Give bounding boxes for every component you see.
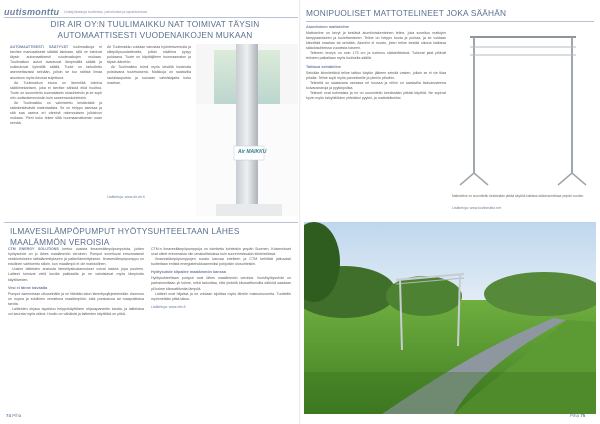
air-paragraph	[10, 45, 102, 81]
pump-paragraph: Pumput asennetaan ulkoseinälle ja ne liitetään talon lämmitysjärjestelmään. Asennus on nopea ja edullinen verrattuna maalämpöön, eikä porakaivoa tai maaputkistoa tarvita.	[8, 291, 144, 306]
pump-lead: CTM ENERGY SOLUTIONS	[8, 247, 59, 251]
air-logo-text: Air MAIKKU	[238, 149, 267, 155]
rack-title: MONIPUOLISET MATTOTELINEET JOKA SÄÄHÄN	[306, 8, 507, 18]
pump-paragraph: Uusien laitteiden ansiosta lämmityskustannukset voivat laskea jopa puoleen. Laitteet toimivat vielä kovilla pakkasilla ja ne valmistavat myös lämpimän käyttöveden.	[8, 267, 144, 282]
page-spine	[299, 0, 301, 424]
rack-product-image	[452, 25, 594, 193]
header-tagline: Uutisjulkaisuja tuotteista, palveluista ja tapahtumista	[64, 10, 147, 14]
rack-paragraph: Telineen leveys on noin 175 cm ja korkeus säädettävissä. Tukevat jalat pitävät telineen paikallaan myös tuulisella säällä.	[306, 51, 446, 61]
air-col-1	[10, 45, 102, 220]
air-title: DIR AIR OY:N TUULIMAIKKU NAT TOIMIVAT TÄYSIN AUTOMAATTISESTI VUODENAIKOJEN MUKAAN	[50, 19, 260, 40]
air-source: Lisätietoja: www.dir-air.fi	[107, 195, 145, 199]
pump-subheading: Vesi ei tänne taivaalta	[8, 285, 48, 290]
air-paragraph: Air Tuulimaikku on valmistettu kestävästä ja säänkestävästä materiaalista. Se on helppo asentaa ja sitä saa useina eri väreinä rakennuksen julkisivun mukaan. Pieni koko tekee siitä huomaamattoman osan seinää.	[10, 101, 102, 126]
rack-paragraph: Telineitä on saatavana useassa eri koossa ja niihin on saatavilla lisävarusteena kuivausnaruja ja pyykkipoikia.	[306, 80, 446, 90]
rack-foot	[558, 173, 572, 185]
pump-paragraph: CTM:n ilmavesilämpöpumppuja on toimitettu kohteisiin ympäri Suomen. Kokemukset ovat olleet erinomaisia niin omakotitaloissa kuin suuremmissakin kiinteistöissä.	[151, 247, 291, 257]
left-page-number: 74	[6, 413, 12, 418]
left-folio	[6, 413, 21, 418]
right-magazine-name: Piha	[570, 413, 580, 418]
rack-subheading: Alumiininen mattoteline	[306, 25, 350, 29]
air-post	[236, 44, 258, 216]
pump-source: Lisätietoja: www.ctm.fi	[151, 304, 186, 309]
pump-paragraph: Laitteiden ohjaus tapahtuu helppokäyttöisen ohjauspaneelin kautta, ja laitteistoa voi seurata myös etänä. Huolto on vähäistä ja laitteiden käyttöikä on pitkä.	[8, 306, 144, 317]
park-photo	[304, 222, 596, 414]
pump-text: kertoo uusista ilmavesilämpöpumpuista, joiden hyötysuhde on jo lähes maalämmön veroinen. Pumput soveltuvat erinomaisesti vesikiertoiseen lattialämmitykseen ja patterilämmitykseen. Ilmavesilämpöpumppu on edullinen vaihtoehto silloin, kun maalämpö ei ole mahdollinen.	[8, 247, 144, 267]
left-magazine-name: Piha	[12, 413, 22, 418]
rack-foot	[460, 173, 474, 185]
air-paragraph: Air Tuulimaikku voidaan varustaa hyönteisverkolla ja siitepölysuodattimella, jolloin sisäilma pysyy puhtaana. Tuote on käyttäjilleen huomaamaton ja täysin äänetön.	[107, 45, 191, 65]
pump-paragraph: Laitteet ovat hiljaisia ja ne voidaan sijoittaa myös lähelle makuuhuoneita. Tuotteille myönnetään pitkä takuu.	[151, 291, 291, 301]
rack-source: Lisätietoja: www.kodinmatto.net	[452, 206, 502, 210]
pump-title: ILMAVESILÄMPÖPUMPUT HYÖTYSUHTEELTAAN LÄHES MAALÄMMÖN VEROISIA	[10, 226, 240, 247]
air-col-2	[107, 45, 191, 205]
header-rule	[4, 17, 298, 18]
air-lead: AUTOMAATTISESTI SÄÄTYVÄT	[10, 45, 69, 49]
right-page-number: 75	[580, 413, 586, 418]
rack-title-rule	[306, 21, 594, 22]
pump-paragraph	[8, 247, 144, 267]
right-folio	[570, 413, 585, 418]
pump-paragraph: Hyötysuhteeltaan pumput ovat lähes maalämmön veroisia. Vuosihyötysuhde on parhaimmillaan yli kolme, mikä tarkoittaa, että yhdellä kilowattitunnilla sähköä saadaan yli kolme kilowattituntia lämpöä.	[151, 276, 291, 291]
rack-caption: Mattoteline on suunniteltu kestämään pitkää käyttöä kaikissa sääolosuhteissa ympäri vuoden.	[452, 194, 585, 198]
air-product-photo	[196, 44, 298, 216]
air-paragraph: Air Tuulimaikun etuna on lämmöllä toimiva säätömekanismi, joka ei tarvitse sähköä eikä huoltoa. Tuote on suunniteltu suomalaisiin olosuhteisiin ja se sopii niin uudisrakennuksiin kuin saneerauskohteisiin.	[10, 80, 102, 100]
pump-subheading: Hyötysuhde kilpailee maalämmön kanssa	[151, 270, 226, 275]
article-divider	[4, 222, 298, 223]
rack-paragraph: Telineet ovat kotimaisia ja ne on suunniteltu kestämään pitkää käyttöä. Ne sopivat hyvin myös taloyhtiöiden yhteisiksi pyykki- ja mattotelineiksi.	[306, 90, 446, 101]
pump-col-1	[8, 247, 144, 407]
pump-col-2	[151, 247, 291, 412]
air-text: tuulimaikkuja ei tarvitse manuaalisesti säätää lainkaan, sillä ne toimivat täysin automaattisesti vuodenaikojen mukaan. Tuulimaikun aukot avautuvat lämpimällä säällä ja sulkeutuvat kylmällä säällä. Tuote on tarkoitettu asennettavaksi seinään, jolloin se tuo raitista ilmaa asuntoon myös ikkunat suljettuna.	[10, 45, 102, 80]
rack-col-1	[306, 25, 446, 217]
rack-paragraph: Mattoteline on kevyt ja kestävä alumiinirakenteinen teline, joka soveltuu mattojen tamppaamiseen ja tuulettamiseen. Teline on helppo koota ja purkaa, ja se voidaan kiinnittää maahan tai seinään. Alumiini ei ruostu, joten teline kestää ulkona kaikissa sääolosuhteissa vuodesta toiseen.	[306, 31, 446, 51]
air-photo-graphic	[196, 44, 298, 216]
rack-foot	[572, 173, 586, 185]
rack-subheading: Taittuva seinäteline	[306, 64, 341, 69]
section-label: uutismonttu	[4, 7, 60, 17]
rack-paragraph: Seinään kiinnitettävä teline taittuu käytön jälkeen seinää vasten, jolloin se ei vie tilaa pihalla. Teline sopii myös parvekkeille ja pieniin pihoihin.	[306, 70, 446, 80]
rack-drawing	[452, 25, 594, 193]
rack-foot	[474, 173, 488, 185]
air-paragraph: Air Tuulimaikku toimii myös kesällä kosteutta poistavana tuuletuksena. Maikkuja on saatavilla rautakaupoista ja suoraan valmistajalta koko maahan.	[107, 65, 191, 85]
park-photo-graphic	[304, 222, 596, 414]
pump-paragraph: Ilmavesilämpöpumppujen suosio kasvaa edelleen ja CTM kehittää jatkuvasti tuotteitaan entistä energiatehokkaammiksi pohjoisiin olosuhteisiin.	[151, 257, 291, 267]
